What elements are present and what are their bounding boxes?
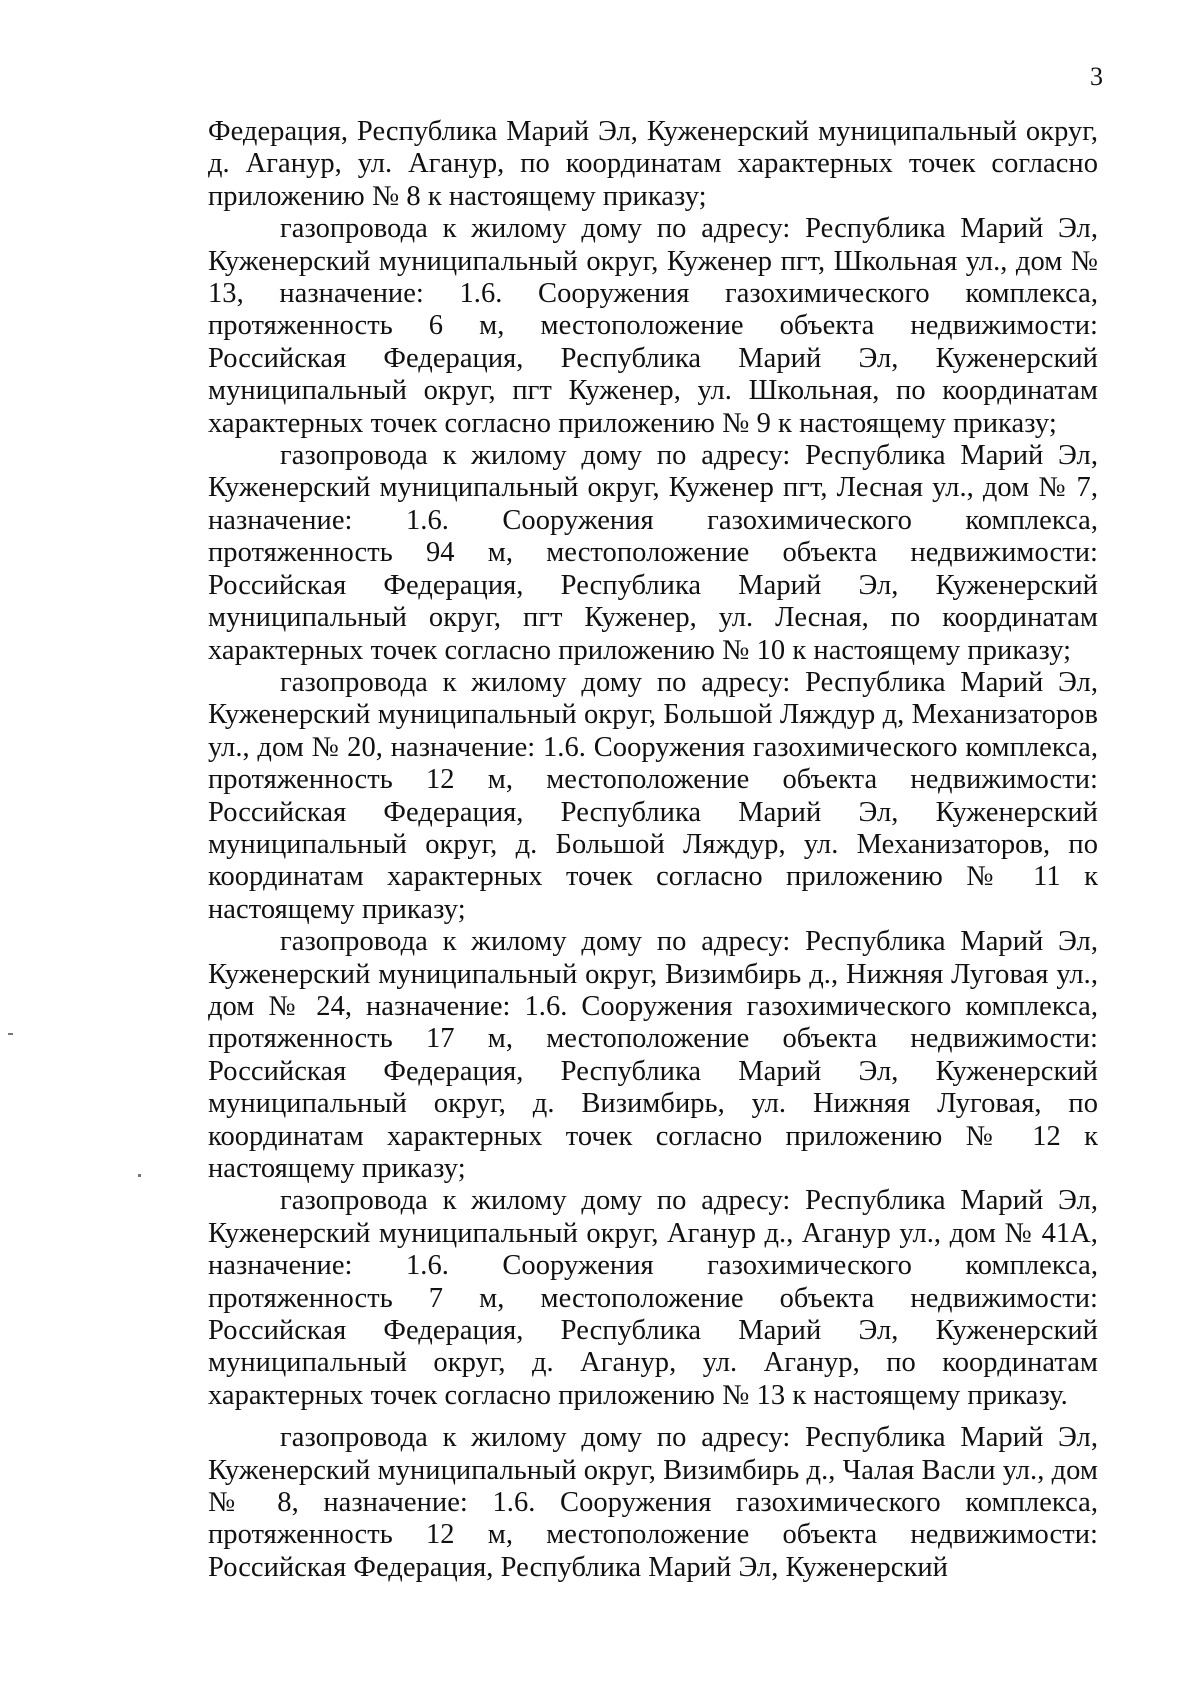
paragraph-item: газопровода к жилому дому по адресу: Республика Марий Эл, Куженерский муниципальный округ, Визимбирь д., Чалая Васли ул., дом № 8, назначение: 1.6. Сооружения газохимического комплекса, протяженность 12 м, местоположение объекта недвижимости: Российская Федерация, Республика Марий Эл, Куженерский <box>208 1422 1098 1583</box>
paragraph-item: газопровода к жилому дому по адресу: Республика Марий Эл, Куженерский муниципальный округ, Большой Ляждур д, Механизаторов ул., дом № 20, назначение: 1.6. Сооружения газохимического комплекса, протяженность 12 м, местоположение объекта недвижимости: Российская Федерация, Республика Марий Эл, Куженерский муниципальный округ, д. Большой Ляждур, ул. Механизаторов, по координатам характерных точек согласно приложению № 11 к настоящему приказу; <box>208 666 1098 925</box>
scan-artifact <box>8 1033 13 1035</box>
document-body <box>208 116 1098 1584</box>
page-number: 3 <box>1090 62 1103 91</box>
paragraph-continuation: Федерация, Республика Марий Эл, Куженерский муниципальный округ, д. Аганур, ул. Аганур, по координатам характерных точек согласно приложению № 8 к настоящему приказу; <box>208 116 1098 212</box>
paragraph-item: газопровода к жилому дому по адресу: Республика Марий Эл, Куженерский муниципальный округ, Аганур д., Аганур ул., дом № 41А, назначение: 1.6. Сооружения газохимического комплекса, протяженность 7 м, местоположение объекта недвижимости: Российская Федерация, Республика Марий Эл, Куженерский муниципальный округ, д. Аганур, ул. Аганур, по координатам характерных точек согласно приложению № 13 к настоящему приказу. <box>208 1185 1098 1411</box>
paragraph-item: газопровода к жилому дому по адресу: Республика Марий Эл, Куженерский муниципальный округ, Визимбирь д., Нижняя Луговая ул., дом № 24, назначение: 1.6. Сооружения газохимического комплекса, протяженность 17 м, местоположение объекта недвижимости: Российская Федерация, Республика Марий Эл, Куженерский муниципальный округ, д. Визимбирь, ул. Нижняя Луговая, по координатам характерных точек согласно приложению № 12 к настоящему приказу; <box>208 926 1098 1184</box>
paragraph-item: газопровода к жилому дому по адресу: Республика Марий Эл, Куженерский муниципальный округ, Куженер пгт, Школьная ул., дом № 13, назначение: 1.6. Сооружения газохимического комплекса, протяженность 6 м, местоположение объекта недвижимости: Российская Федерация, Республика Марий Эл, Куженерский муниципальный округ, пгт Куженер, ул. Школьная, по координатам характерных точек согласно приложению № 9 к настоящему приказу; <box>208 213 1098 439</box>
scan-artifact <box>138 1174 141 1177</box>
paragraph-item: газопровода к жилому дому по адресу: Республика Марий Эл, Куженерский муниципальный округ, Куженер пгт, Лесная ул., дом № 7, назначение: 1.6. Сооружения газохимического комплекса, протяженность 94 м, местоположение объекта недвижимости: Российская Федерация, Республика Марий Эл, Куженерский муниципальный округ, пгт Куженер, ул. Лесная, по координатам характерных точек согласно приложению № 10 к настоящему приказу; <box>208 440 1098 666</box>
